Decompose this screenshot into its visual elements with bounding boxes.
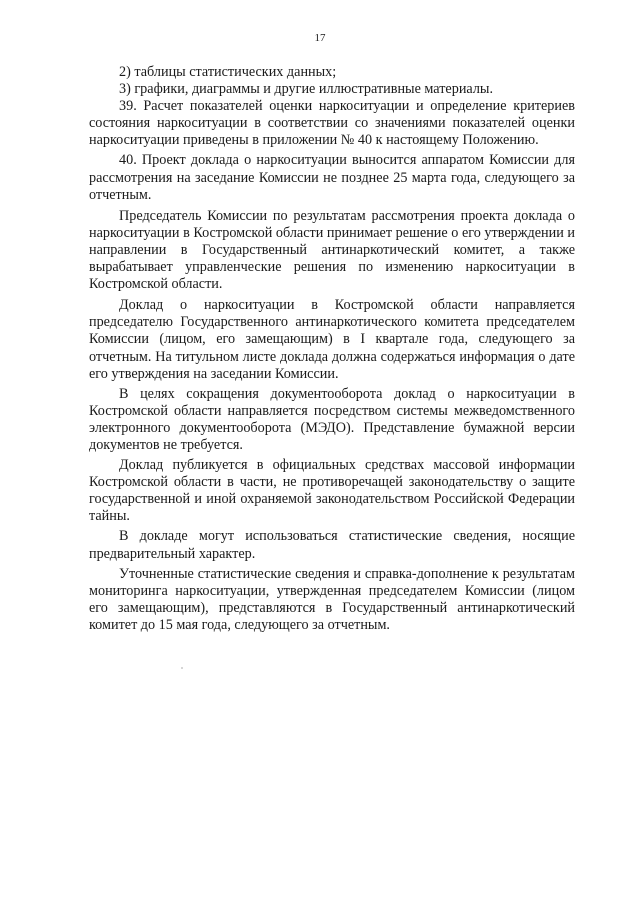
page-number: 17 bbox=[314, 32, 326, 44]
paragraph-list-item-2: 2) таблицы статистических данных; bbox=[119, 64, 337, 80]
paragraph-preliminary-data: В докладе могут использоваться статистические сведения, носящие предварительный характер. bbox=[89, 528, 575, 562]
paragraph-item-40: 40. Проект доклада о наркоситуации выносится аппаратом Комиссии для рассмотрения на заседание Комиссии не позднее 25 марта года, следующего за отчетным. bbox=[89, 152, 575, 203]
scan-speck bbox=[181, 667, 183, 669]
paragraph-item-39: 39. Расчет показателей оценки наркоситуации и определение критериев состояния наркоситуации в соответствии со значениями показателей оценки наркоситуации приведены в приложении № 40 к настоящему Положению. bbox=[89, 98, 575, 149]
paragraph-publication: Доклад публикуется в официальных средствах массовой информации Костромской области в части, не противоречащей законодательству о защите государственной и иной охраняемой законодательством Российской Федерации тайны. bbox=[89, 457, 575, 525]
paragraph-report-submission: Доклад о наркоситуации в Костромской области направляется председателю Государственного антинаркотического комитета председателем Комиссии (лицом, его замещающим) в I квартале года, следующего за отчетным. На титульном листе доклада должна содержаться информация о дате его утверждения на заседании Комиссии. bbox=[89, 297, 575, 382]
paragraph-medo: В целях сокращения документооборота доклад о наркоситуации в Костромской области направляется посредством системы межведомственного электронного документооборота (МЭДО). Представление бумажной версии документов не требуется. bbox=[89, 385, 575, 453]
paragraph-chairman-decision: Председатель Комиссии по результатам рассмотрения проекта доклада о наркоситуации в Костромской области принимает решение о его утверждении и направлении в Государственный антинаркотический комитет, а также вырабатывает управленческие решения по изменению наркоситуации в Костромской области. bbox=[89, 207, 575, 293]
document-body bbox=[89, 64, 575, 634]
paragraph-list-item-3: 3) графики, диаграммы и другие иллюстративные материалы. bbox=[119, 81, 493, 98]
paragraph-refined-data: Уточненные статистические сведения и справка-дополнение к результатам мониторинга наркоситуации, утвержденная председателем Комиссии (лицом его замещающим), представляются в Государственный антинаркотический комитет до 15 мая года, следующего за отчетным. bbox=[89, 565, 575, 633]
